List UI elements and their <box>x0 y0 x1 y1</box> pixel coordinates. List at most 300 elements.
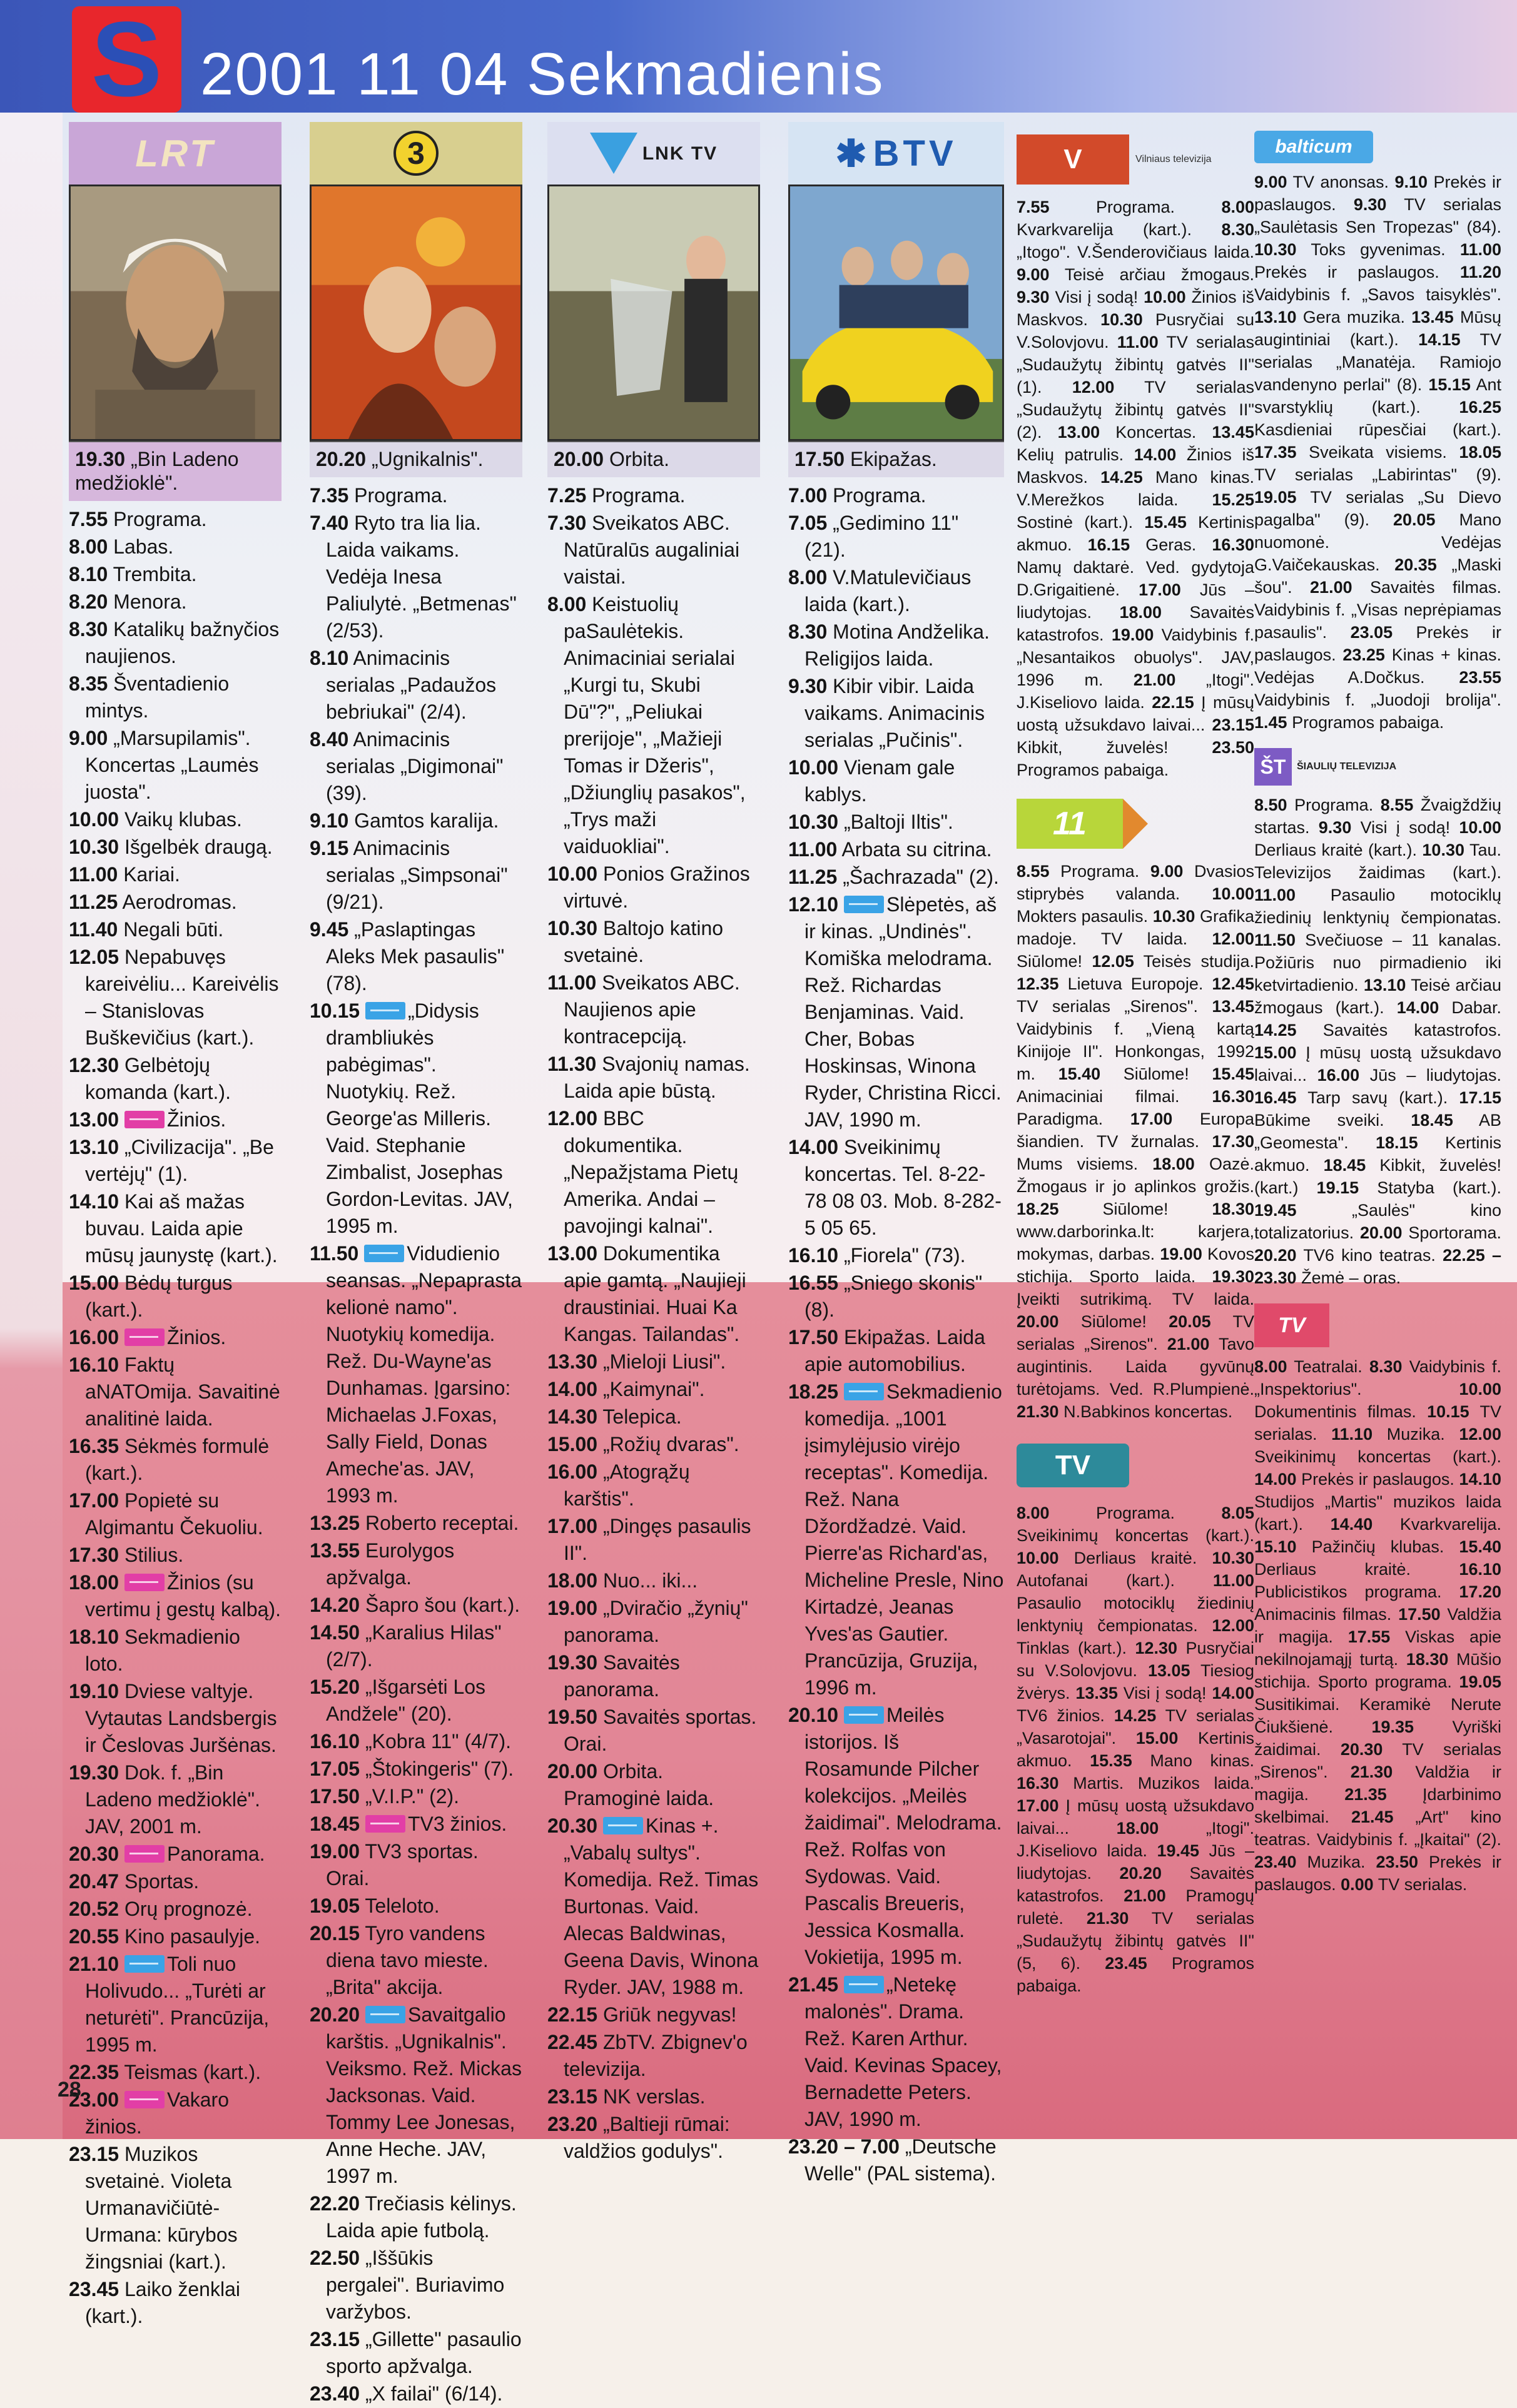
entry-title: Siūlome! <box>1102 1200 1169 1218</box>
schedule-entry <box>69 1487 282 1541</box>
schedule-entry <box>69 916 282 943</box>
entry-title: TV serialas „Sirenos". <box>1017 997 1198 1016</box>
channel-column-lnk <box>547 122 760 2165</box>
entry-title: Pasaulio motociklų žiedinių lenktynių čempionatas. <box>1017 1594 1254 1635</box>
entry-time: 19.45 <box>1254 1201 1297 1220</box>
entry-time: 10.00 <box>788 756 839 779</box>
entry-time: 11.00 <box>1117 333 1159 352</box>
entry-title: Prekės ir paslaugos. <box>1301 1470 1454 1489</box>
entry-time: 22.25 – 23.30 <box>1254 1246 1501 1287</box>
entry-title: Pusryčiai su V.Solovjovu. <box>1017 1639 1254 1680</box>
entry-title: Nepabuvęs kareivėliu... Kareivėlis – Stanislovas Buškevičius (kart.). <box>85 946 279 1049</box>
entry-time: 17.50 <box>310 1785 360 1808</box>
schedule-entry <box>547 1348 760 1375</box>
news-tag-icon <box>365 1815 405 1833</box>
entry-time: 21.00 <box>1310 578 1352 597</box>
entry-time: 21.45 <box>1351 1808 1394 1826</box>
entry-time: 13.30 <box>547 1350 598 1373</box>
entry-time: 18.00 <box>1116 1819 1159 1838</box>
entry-title: Publicistikos programa. <box>1254 1582 1442 1601</box>
entry-title: Kvarkvarelija. <box>1399 1515 1501 1534</box>
tv3-logo <box>310 122 522 185</box>
film-tag-icon <box>365 2006 405 2023</box>
entry-title: Sėkmės formulė (kart.). <box>85 1435 270 1484</box>
entry-time: 20.20 <box>1119 1864 1162 1883</box>
entry-title: „Baltoji Iltis". <box>843 811 953 833</box>
tv11-logo-arrow <box>1123 799 1148 849</box>
entry-time: 14.25 <box>1254 1021 1297 1040</box>
entry-title: Programa. <box>1294 796 1374 814</box>
entry-time: 23.20 – 7.00 <box>788 2135 900 2158</box>
schedule-entry <box>310 1756 522 1783</box>
entry-title: TV6 kino teatras. <box>1303 1246 1436 1265</box>
entry-time: 20.05 <box>1169 1312 1211 1331</box>
schedule-entry <box>69 834 282 861</box>
schedule-entry <box>69 1433 282 1487</box>
entry-title: Sekmadienio komedija. „1001 įsimylėjusio virėjo receptas". Komedija. Rež. Nana Džordžadzė. Vaid. Pierre'as Richard'as, Micheline Presle, Nino Kirtadzė, Jeanas Yves'as Gautier. Prancūzija, Gruzija, 1996 m. <box>804 1380 1004 1699</box>
schedule-text <box>1017 860 1254 1423</box>
entry-time: 14.25 <box>1114 1706 1157 1725</box>
channel-block-artv <box>1017 1434 1254 1997</box>
entry-time: 20.00 <box>1017 1312 1059 1331</box>
schedule-list <box>310 482 522 2407</box>
schedule-entry <box>788 1242 1004 1269</box>
entry-title: „Išgarsėti Los Andžele" (20). <box>326 1676 486 1725</box>
entry-time: 17.00 <box>69 1489 119 1512</box>
schedule-entry <box>547 1376 760 1403</box>
channel-column-btv <box>788 122 1004 2188</box>
vtv-logo-text: Vilniaus televizija <box>1135 154 1212 164</box>
film-tag-icon <box>844 1976 884 1993</box>
entry-title: Svajonių namas. Laida apie būstą. <box>564 1053 750 1102</box>
entry-time: 18.25 <box>1017 1200 1059 1218</box>
entry-time: 13.00 <box>547 1242 598 1265</box>
news-tag-icon <box>124 1111 165 1128</box>
channel-block-11 <box>1017 792 1254 1423</box>
artv-logo <box>1017 1434 1254 1497</box>
entry-time: 18.00 <box>1119 603 1162 622</box>
schedule-text <box>1254 1355 1501 1896</box>
entry-title: Tau. Televizijos žaidimas (kart.). <box>1254 841 1501 882</box>
entry-title: Vaidybinis f. „Savos taisyklės". <box>1254 285 1501 304</box>
pinktv-logo <box>1254 1300 1501 1350</box>
entry-title: Negali būti. <box>123 918 224 941</box>
entry-time: 13.10 <box>69 1136 119 1158</box>
entry-time: 12.30 <box>69 1054 119 1076</box>
entry-time: 10.00 <box>1459 818 1501 837</box>
entry-time: 10.30 <box>1422 841 1464 859</box>
news-tag-icon <box>124 1845 165 1863</box>
entry-time: 14.50 <box>310 1621 360 1644</box>
entry-time: 17.55 <box>1347 1627 1391 1646</box>
schedule-entry <box>310 1619 522 1673</box>
entry-title: TV serialas „Sirenos". <box>1017 1312 1254 1353</box>
entry-title: „Šachrazada" (2). <box>843 866 999 888</box>
entry-title: Orbita. Pramoginė laida. <box>564 1760 714 1809</box>
entry-title: „Štokingeris" (7). <box>365 1758 514 1780</box>
entry-title: Meilės istorijos. Iš Rosamunde Pilcher kolekcijos. „Meilės žaidimai". Melodrama. Rež. Rolfas von Sydowas. Vaid. Pascalis Breueris, Jessica Kosmalla. Vokietija, 1995 m. <box>804 1704 1002 1968</box>
schedule-entry <box>310 1893 522 1920</box>
entry-time: 14.00 <box>547 1378 598 1400</box>
entry-title: Tavo augintinis. Laida gyvūnų turėtojams. Ved. R.Plumpienė. <box>1017 1335 1254 1399</box>
entry-title: Programa. <box>1095 198 1175 216</box>
entry-time: 9.00 <box>1017 265 1050 284</box>
entry-time: 11.40 <box>69 918 118 941</box>
entry-time: 11.00 <box>1254 886 1296 904</box>
schedule-entry <box>788 2133 1004 2187</box>
side-column-right <box>1254 128 1501 1907</box>
entry-title: Būkime sveiki. <box>1254 1111 1384 1130</box>
entry-title: Valdžia ir magija. <box>1254 1605 1501 1646</box>
entry-title: Griūk negyvas! <box>602 2003 737 2026</box>
entry-time: 9.00 <box>1254 173 1287 191</box>
schedule-entry <box>547 1240 760 1348</box>
entry-title: Animaciniai filmai. <box>1017 1087 1180 1106</box>
entry-title: „Mieloji Liusi". <box>602 1350 726 1373</box>
entry-title: Savaitės filmas. Vaidybinis f. „Visas neprėpiamas pasaulis". <box>1254 578 1501 642</box>
entry-title: Savaitės katastrofos. <box>1017 603 1254 644</box>
entry-time: 10.00 <box>69 808 119 831</box>
entry-time: 8.30 <box>69 618 108 640</box>
headline-time: 19.30 <box>75 448 126 470</box>
entry-title: „Maski šou". <box>1254 555 1501 597</box>
schedule-text <box>1254 794 1501 1289</box>
schedule-entry <box>69 616 282 670</box>
schedule-entry <box>788 1971 1004 2133</box>
entry-time: 14.00 <box>1254 1470 1297 1489</box>
page-title: 2001 11 04 Sekmadienis <box>200 41 885 108</box>
entry-title: Sveikinimų koncertas (kart.). <box>1254 1447 1501 1466</box>
entry-title: „X failai" (6/14). <box>365 2382 503 2405</box>
entry-time: 10.30 <box>1152 907 1195 926</box>
entry-time: 17.00 <box>1139 580 1181 599</box>
schedule-entry <box>69 889 282 916</box>
schedule-entry <box>310 1783 522 1810</box>
entry-title: „Itogi". J.Kiseliovo laida. <box>1017 1819 1254 1860</box>
entry-time: 23.45 <box>1105 1954 1147 1973</box>
entry-title: Pramogų ruletė. <box>1017 1886 1254 1928</box>
channel-block-vtv <box>1017 128 1254 781</box>
entry-time: 18.30 <box>1406 1650 1449 1669</box>
entry-title: Žinios. <box>166 1326 226 1348</box>
entry-time: 16.00 <box>1317 1066 1360 1085</box>
entry-time: 8.10 <box>310 647 349 669</box>
schedule-entry <box>69 1052 282 1106</box>
entry-title: Mokters pasaulis. <box>1017 907 1149 926</box>
tv11-logo <box>1017 792 1254 855</box>
entry-title: Dokumentinis filmas. <box>1254 1402 1416 1421</box>
entry-title: Animacinis serialas „Digimonai" (39). <box>326 728 504 804</box>
balticum-logo <box>1254 128 1501 166</box>
schedule-entry <box>310 2001 522 2190</box>
entry-time: 15.35 <box>1090 1751 1132 1770</box>
headline <box>310 441 522 477</box>
schedule-entry <box>310 645 522 726</box>
entry-title: Derliaus kraitė. <box>1254 1560 1411 1579</box>
entry-title: Mano nuomonė. Vedėjas G.Vaičekauskas. <box>1254 510 1501 574</box>
schedule-entry <box>69 806 282 833</box>
entry-title: Mūsų augintiniai (kart.). <box>1254 308 1501 349</box>
entry-time: 7.55 <box>69 508 108 530</box>
schedule-entry <box>69 1896 282 1923</box>
entry-time: 19.05 <box>1459 1672 1501 1691</box>
entry-time: 13.00 <box>69 1108 119 1131</box>
schedule-entry <box>69 1923 282 1950</box>
channel-photo <box>547 185 760 441</box>
schedule-entry <box>310 807 522 834</box>
entry-time: 8.05 <box>1221 1504 1254 1522</box>
entry-title: Bėdų turgus (kart.). <box>85 1272 233 1321</box>
tv3-logo-circle: 3 <box>393 131 439 176</box>
entry-time: 18.00 <box>547 1569 598 1592</box>
lnk-logo-mark <box>590 133 637 174</box>
entry-title: Siūlome! <box>1017 952 1083 971</box>
entry-title: Labas. <box>113 535 174 558</box>
entry-time: 22.15 <box>1152 693 1194 712</box>
entry-title: Gelbėtojų komanda (kart.). <box>85 1054 231 1103</box>
entry-time: 19.00 <box>310 1840 360 1863</box>
entry-title: „Civilizacija". „Be vertėjų" (1). <box>85 1136 274 1185</box>
entry-time: 23.25 <box>1342 645 1385 664</box>
entry-title: Visi į sodą! <box>1123 1684 1207 1702</box>
entry-title: „Rožių dvaras". <box>602 1433 739 1455</box>
entry-title: V.Matulevičiaus laida (kart.). <box>804 566 972 615</box>
entry-title: Programa. <box>1095 1504 1175 1522</box>
entry-time: 8.55 <box>1017 862 1050 881</box>
entry-time: 10.00 <box>1459 1380 1501 1399</box>
schedule-entry <box>69 2276 282 2330</box>
entry-time: 13.45 <box>1212 997 1254 1016</box>
entry-time: 19.50 <box>547 1706 598 1728</box>
entry-time: 15.40 <box>1058 1065 1101 1083</box>
headline-title: „Bin Ladeno medžioklė". <box>75 448 239 494</box>
schedule-text <box>1017 196 1254 781</box>
entry-time: 15.45 <box>1144 513 1187 532</box>
entry-title: Įveikti sutrikimą. TV laida. <box>1017 1290 1254 1308</box>
entry-title: Susitikimai. Keramikė Nerute Čiukšienė. <box>1254 1695 1501 1736</box>
entry-time: 11.00 <box>1459 240 1501 259</box>
btv-logo <box>788 122 1004 185</box>
entry-title: Kertinis akmuo. <box>1254 1133 1501 1175</box>
entry-time: 23.15 <box>310 2328 360 2350</box>
schedule-entry <box>69 2141 282 2275</box>
entry-time: 10.30 <box>1254 240 1297 259</box>
entry-time: 7.05 <box>788 512 828 534</box>
entry-time: 8.40 <box>310 728 349 751</box>
entry-title: Savaitgalio karštis. „Ugnikalnis". Veiksmo. Rež. Mickas Jacksonas. Vaid. Tommy Lee Jonesas, Anne Heche. JAV, 1997 m. <box>326 2003 522 2187</box>
schedule-entry <box>69 944 282 1051</box>
entry-title: Arbata su citrina. <box>841 838 992 861</box>
entry-time: 21.30 <box>1350 1763 1393 1781</box>
schedule-entry <box>547 1459 760 1512</box>
entry-time: 20.00 <box>1359 1223 1403 1242</box>
entry-time: 20.10 <box>788 1704 839 1726</box>
entry-title: „Gillette" pasaulio sporto apžvalga. <box>326 2328 522 2377</box>
entry-time: 1.45 <box>1254 713 1287 732</box>
entry-title: N.Babkinos koncertas. <box>1063 1402 1233 1421</box>
entry-title: Martis. Muzikos laida. <box>1073 1774 1254 1793</box>
entry-title: Trečiasis kėlinys. Laida apie futbolą. <box>326 2192 517 2242</box>
schedule-entry <box>69 506 282 533</box>
balticum-logo-text: balticum <box>1275 136 1352 157</box>
entry-title: Mano kinas. <box>1150 1751 1254 1770</box>
entry-time: 21.10 <box>69 1953 119 1975</box>
lnk-logo-text: LNK TV <box>642 143 718 164</box>
entry-title: Kelių patrulis. <box>1017 445 1124 464</box>
entry-time: 8.55 <box>1380 796 1414 814</box>
entry-time: 9.30 <box>1353 195 1387 214</box>
entry-title: Kariai. <box>123 863 180 886</box>
schedule-entry <box>547 969 760 1050</box>
entry-time: 13.25 <box>310 1512 360 1534</box>
schedule-entry <box>788 1134 1004 1242</box>
entry-title: „Art" kino teatras. Vaidybinis f. „Įkaitai" (2). <box>1254 1808 1501 1849</box>
schedule-entry <box>788 1702 1004 1971</box>
balticum-logo-mark <box>1254 131 1373 163</box>
schedule-entry <box>310 1537 522 1591</box>
entry-time: 16.55 <box>788 1272 839 1294</box>
entry-time: 20.30 <box>547 1814 598 1837</box>
entry-title: Kinas + kinas. Vedėjas A.Dočkus. <box>1254 645 1501 687</box>
entry-time: 21.00 <box>1167 1335 1210 1353</box>
film-tag-icon <box>365 1002 405 1019</box>
entry-time: 19.00 <box>1160 1245 1202 1263</box>
vtv-logo <box>1017 128 1254 191</box>
entry-title: Sveikatos ABC. Naujienos apie kontracepciją. <box>564 971 740 1048</box>
entry-title: Jūs – liudytojas. <box>1017 580 1254 622</box>
entry-title: Jūs – liudytojas. <box>1017 1841 1254 1883</box>
headline <box>788 441 1004 477</box>
entry-time: 11.50 <box>310 1242 359 1265</box>
entry-title: Žinios iš Maskvos. <box>1017 288 1254 329</box>
entry-title: Katalikų bažnyčios naujienos. <box>85 618 280 667</box>
schedule-entry <box>310 1728 522 1755</box>
schedule-entry <box>788 482 1004 509</box>
entry-time: 10.30 <box>1212 1549 1254 1567</box>
entry-time: 15.00 <box>1254 1043 1297 1062</box>
entry-time: 19.30 <box>69 1761 119 1784</box>
entry-time: 11.25 <box>69 891 118 913</box>
entry-title: Ant svarstyklių (kart.). <box>1254 375 1501 417</box>
entry-title: Prekės ir paslaugos. <box>1254 263 1439 281</box>
schedule-entry <box>310 916 522 997</box>
entry-title: Tinklas (kart.). <box>1017 1639 1127 1657</box>
entry-title: Prekės ir paslaugos. <box>1254 1853 1501 1894</box>
entry-time: 23.05 <box>1350 623 1393 642</box>
entry-time: 8.00 <box>547 593 587 615</box>
entry-time: 12.10 <box>788 893 839 916</box>
entry-time: 14.20 <box>310 1594 360 1616</box>
entry-time: 14.00 <box>1212 1684 1254 1702</box>
entry-title: Į mūsų uostą užsukdavo laivai... <box>1017 1796 1254 1838</box>
entry-time: 11.20 <box>1459 263 1501 281</box>
entry-time: 21.00 <box>1124 1886 1166 1905</box>
entry-time: 12.35 <box>1017 974 1059 993</box>
schedule-entry <box>310 1510 522 1537</box>
entry-time: 16.00 <box>547 1460 598 1483</box>
schedule-entry <box>69 725 282 806</box>
entry-title: ZbTV. Zbignev'o televizija. <box>564 2031 748 2080</box>
channel-block-siauliu <box>1254 745 1501 1289</box>
tv11-logo-mark <box>1017 799 1123 849</box>
entry-time: 23.45 <box>69 2278 119 2300</box>
schedule-entry <box>310 726 522 807</box>
entry-time: 13.55 <box>310 1539 360 1562</box>
left-strip <box>0 113 63 2139</box>
entry-time: 15.20 <box>310 1676 360 1698</box>
entry-time: 20.30 <box>69 1843 119 1865</box>
entry-title: Paradigma. <box>1017 1110 1104 1128</box>
channel-block-pinktv <box>1254 1300 1501 1896</box>
entry-title: „Dingęs pasaulis II". <box>564 1515 751 1564</box>
entry-time: 11.00 <box>69 863 118 886</box>
entry-title: „Karalius Hilas" (2/7). <box>326 1621 502 1671</box>
film-tag-icon <box>844 1383 884 1400</box>
entry-time: 10.00 <box>1212 884 1254 903</box>
entry-time: 23.40 <box>1254 1853 1297 1871</box>
schedule-entry <box>310 1674 522 1728</box>
entry-time: 9.30 <box>1017 288 1050 306</box>
entry-time: 15.00 <box>69 1272 119 1294</box>
entry-title: Į mūsų uostą užsukdavo laivai... <box>1017 693 1254 734</box>
schedule-entry <box>547 1431 760 1458</box>
entry-title: Derliaus kraitė (kart.). <box>1254 841 1417 859</box>
entry-time: 13.45 <box>1212 423 1254 442</box>
entry-title: Gamtos karalija. <box>354 809 499 832</box>
entry-time: 19.15 <box>1316 1178 1359 1197</box>
entry-time: 15.10 <box>1254 1537 1297 1556</box>
entry-time: 11.00 <box>788 838 838 861</box>
entry-time: 15.45 <box>1212 1065 1254 1083</box>
entry-title: „Kaimynai". <box>602 1378 705 1400</box>
entry-time: 23.15 <box>1212 716 1254 734</box>
entry-time: 10.00 <box>1017 1549 1059 1567</box>
entry-time: 14.15 <box>1418 330 1461 349</box>
entry-title: Kertinis akmuo. <box>1017 1729 1254 1770</box>
entry-time: 14.25 <box>1100 468 1143 487</box>
entry-title: Toli nuo Holivudo... „Turėti ar neturėti". Prancūzija, 1995 m. <box>85 1953 270 2056</box>
entry-title: TV6 žinios. <box>1017 1706 1105 1725</box>
entry-time: 14.10 <box>1459 1470 1501 1489</box>
entry-time: 8.35 <box>69 672 108 695</box>
news-tag-icon <box>124 1574 165 1591</box>
schedule-entry <box>788 564 1004 618</box>
schedule-entry <box>547 1813 760 2001</box>
entry-time: 19.00 <box>547 1597 598 1619</box>
schedule-entry <box>547 2111 760 2165</box>
entry-time: 13.05 <box>1147 1661 1190 1680</box>
entry-time: 12.00 <box>1459 1425 1501 1444</box>
entry-time: 9.10 <box>1394 173 1428 191</box>
entry-title: Derliaus kraitė. <box>1073 1549 1197 1567</box>
entry-time: 13.45 <box>1411 308 1454 326</box>
entry-title: TV serialas „Labirintas" (9). <box>1254 465 1501 484</box>
entry-title: Programa. <box>354 484 448 507</box>
entry-title: Europa šiandien. TV žurnalas. <box>1017 1110 1254 1151</box>
headline <box>547 441 760 477</box>
entry-time: 11.25 <box>788 866 838 888</box>
entry-time: 19.30 <box>1212 1267 1254 1286</box>
schedule-entry <box>69 561 282 588</box>
entry-title: Savaitės katastrofos. <box>1017 1864 1254 1905</box>
entry-title: BBC dokumentika. „Nepažįstama Pietų Amerika. Andai – pavojingi kalnai". <box>564 1107 739 1237</box>
entry-time: 20.20 <box>1254 1246 1297 1265</box>
entry-time: 15.15 <box>1428 375 1471 394</box>
entry-title: Programa. <box>113 508 207 530</box>
entry-time: 23.40 <box>310 2382 360 2405</box>
lrt-logo <box>69 122 282 185</box>
channel-photo <box>69 185 282 441</box>
